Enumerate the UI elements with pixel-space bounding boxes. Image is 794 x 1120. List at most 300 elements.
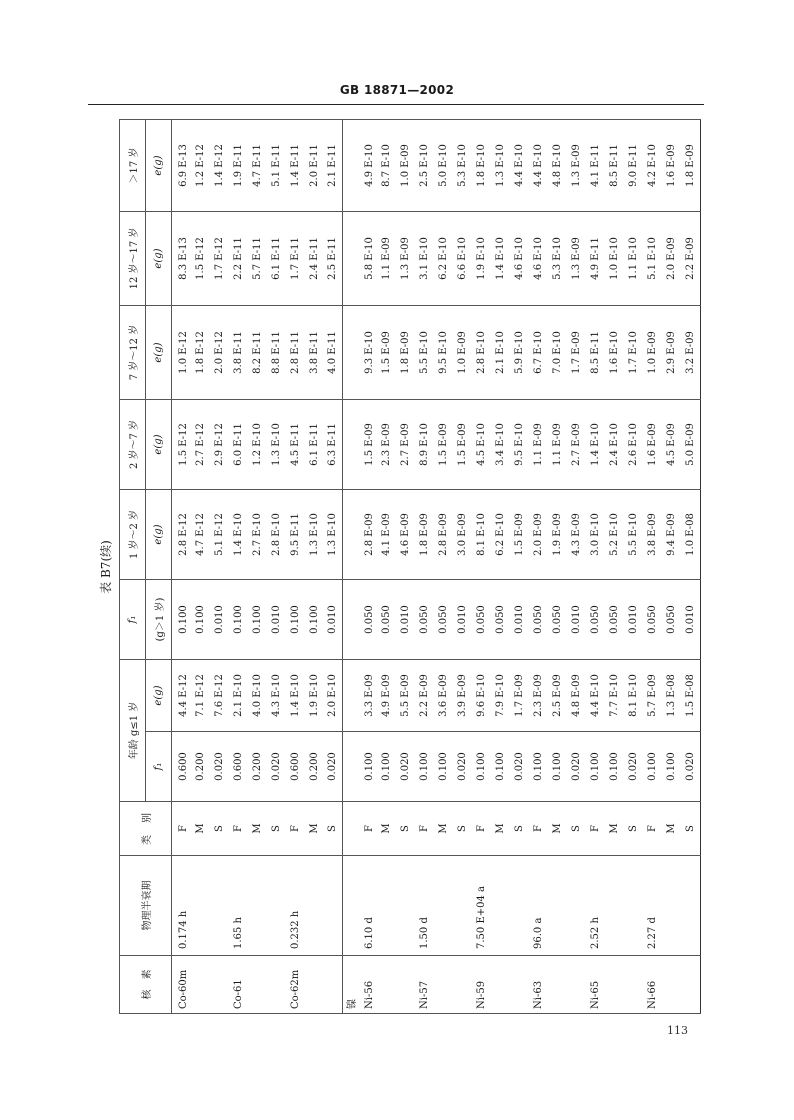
header-f1-infant: f₁ [146, 732, 172, 802]
nuclide-cell [267, 956, 286, 1014]
category-cell: M [491, 802, 510, 856]
e-infant-cell: 7.1 E-12 [191, 660, 210, 732]
header-category: 类 别 [120, 802, 172, 856]
e-infant-cell: 2.3 E-09 [529, 660, 548, 732]
e-2-7-cell: 1.6 E-09 [643, 400, 662, 490]
nuclide-cell: Ni-59 [472, 956, 491, 1014]
f1-infant-cell: 0.600 [229, 732, 248, 802]
f1-infant-cell: 0.200 [248, 732, 267, 802]
table-row [529, 120, 548, 1014]
e-12-17-cell: 1.0 E-10 [605, 212, 624, 306]
table-row [453, 120, 472, 1014]
nuclide-cell [453, 956, 472, 1014]
e-2-7-cell: 2.9 E-12 [210, 400, 229, 490]
category-cell: S [324, 802, 343, 856]
category-cell: M [191, 802, 210, 856]
f1-cell: 0.010 [510, 580, 529, 660]
e-2-7-cell: 1.3 E-10 [267, 400, 286, 490]
e-adult-cell: 1.4 E-12 [210, 120, 229, 212]
e-1-2-cell: 5.2 E-10 [605, 490, 624, 580]
e-2-7-cell: 1.5 E-09 [358, 400, 377, 490]
e-12-17-cell: 1.9 E-10 [472, 212, 491, 306]
nuclide-cell [434, 956, 453, 1014]
e-1-2-cell: 2.8 E-10 [267, 490, 286, 580]
e-infant-cell: 3.3 E-09 [358, 660, 377, 732]
f1-infant-cell: 0.200 [305, 732, 324, 802]
e-7-12-cell: 3.8 E-11 [229, 306, 248, 400]
f1-cell: 0.100 [229, 580, 248, 660]
e-infant-cell: 7.7 E-10 [605, 660, 624, 732]
f1-infant-cell: 0.100 [415, 732, 434, 802]
e-12-17-cell: 1.1 E-10 [624, 212, 643, 306]
f1-cell: 0.050 [358, 580, 377, 660]
f1-infant-cell: 0.020 [267, 732, 286, 802]
header-rule [88, 104, 704, 105]
e-7-12-cell: 7.0 E-10 [548, 306, 567, 400]
e-adult-cell: 4.4 E-10 [510, 120, 529, 212]
f1-cell: 0.010 [396, 580, 415, 660]
e-12-17-cell: 4.6 E-10 [529, 212, 548, 306]
e-2-7-cell: 6.0 E-11 [229, 400, 248, 490]
category-cell: S [567, 802, 586, 856]
e-2-7-cell: 6.1 E-11 [305, 400, 324, 490]
header-age-7-12: 7 岁～12 岁 [120, 306, 146, 400]
half-life-cell: 7.50 E+04 a [472, 856, 491, 956]
e-2-7-cell: 6.3 E-11 [324, 400, 343, 490]
half-life-cell: 1.50 d [415, 856, 434, 956]
e-12-17-cell: 1.4 E-10 [491, 212, 510, 306]
half-life-cell [491, 856, 510, 956]
half-life-cell: 1.65 h [229, 856, 248, 956]
table-row [267, 120, 286, 1014]
e-infant-cell: 4.4 E-10 [586, 660, 605, 732]
e-adult-cell: 4.8 E-10 [548, 120, 567, 212]
half-life-cell [624, 856, 643, 956]
e-12-17-cell: 1.5 E-12 [191, 212, 210, 306]
nuclide-cell [305, 956, 324, 1014]
nuclide-cell [377, 956, 396, 1014]
e-7-12-cell: 1.6 E-10 [605, 306, 624, 400]
e-infant-cell: 4.8 E-09 [567, 660, 586, 732]
category-cell: F [643, 802, 662, 856]
e-12-17-cell: 1.7 E-12 [210, 212, 229, 306]
table-row [605, 120, 624, 1014]
e-infant-cell: 2.2 E-09 [415, 660, 434, 732]
e-1-2-cell: 5.5 E-10 [624, 490, 643, 580]
half-life-cell [248, 856, 267, 956]
e-7-12-cell: 4.0 E-11 [324, 306, 343, 400]
e-1-2-cell: 2.7 E-10 [248, 490, 267, 580]
e-adult-cell: 1.3 E-09 [567, 120, 586, 212]
half-life-cell [267, 856, 286, 956]
f1-infant-cell: 0.020 [681, 732, 700, 802]
e-infant-cell: 1.3 E-08 [662, 660, 681, 732]
f1-infant-cell: 0.020 [510, 732, 529, 802]
f1-infant-cell: 0.600 [286, 732, 305, 802]
table-row [191, 120, 210, 1014]
e-1-2-cell: 4.7 E-12 [191, 490, 210, 580]
e-7-12-cell: 1.0 E-12 [172, 306, 191, 400]
category-cell: S [681, 802, 700, 856]
e-infant-cell: 1.4 E-10 [286, 660, 305, 732]
f1-cell: 0.050 [472, 580, 491, 660]
f1-infant-cell: 0.020 [210, 732, 229, 802]
half-life-cell [548, 856, 567, 956]
f1-cell: 0.050 [491, 580, 510, 660]
e-infant-cell: 2.1 E-10 [229, 660, 248, 732]
e-1-2-cell: 8.1 E-10 [472, 490, 491, 580]
e-7-12-cell: 3.2 E-09 [681, 306, 700, 400]
half-life-cell [191, 856, 210, 956]
f1-cell: 0.050 [586, 580, 605, 660]
e-1-2-cell: 2.8 E-12 [172, 490, 191, 580]
e-7-12-cell: 1.0 E-09 [453, 306, 472, 400]
f1-infant-cell: 0.020 [624, 732, 643, 802]
e-infant-cell: 1.7 E-09 [510, 660, 529, 732]
category-cell: M [434, 802, 453, 856]
table-row [172, 120, 191, 1014]
e-12-17-cell: 2.2 E-11 [229, 212, 248, 306]
e-7-12-cell: 2.8 E-11 [286, 306, 305, 400]
e-adult-cell: 9.0 E-11 [624, 120, 643, 212]
e-12-17-cell: 6.2 E-10 [434, 212, 453, 306]
e-7-12-cell: 2.0 E-12 [210, 306, 229, 400]
f1-cell: 0.100 [172, 580, 191, 660]
e-7-12-cell: 8.8 E-11 [267, 306, 286, 400]
e-infant-cell: 8.1 E-10 [624, 660, 643, 732]
nuclide-cell: Co-60m [172, 956, 191, 1014]
e-adult-cell: 1.2 E-12 [191, 120, 210, 212]
nuclide-cell [548, 956, 567, 1014]
e-7-12-cell: 8.5 E-11 [586, 306, 605, 400]
e-7-12-cell: 9.3 E-10 [358, 306, 377, 400]
f1-cell: 0.100 [305, 580, 324, 660]
table-row [510, 120, 529, 1014]
e-7-12-cell: 5.5 E-10 [415, 306, 434, 400]
header-half-life: 物理半衰期 [120, 856, 172, 956]
dose-coefficient-table [99, 120, 699, 1014]
table-row [491, 120, 510, 1014]
table-row [434, 120, 453, 1014]
table-row [567, 120, 586, 1014]
e-infant-cell: 4.4 E-12 [172, 660, 191, 732]
e-2-7-cell: 4.5 E-10 [472, 400, 491, 490]
e-7-12-cell: 1.8 E-09 [396, 306, 415, 400]
e-infant-cell: 2.0 E-10 [324, 660, 343, 732]
table-row [472, 120, 491, 1014]
f1-cell: 0.100 [286, 580, 305, 660]
table-row [248, 120, 267, 1014]
f1-cell: 0.050 [662, 580, 681, 660]
f1-cell: 0.010 [267, 580, 286, 660]
nuclide-cell [191, 956, 210, 1014]
e-12-17-cell: 1.3 E-09 [567, 212, 586, 306]
nuclide-cell: Co-61 [229, 956, 248, 1014]
nuclide-cell [605, 956, 624, 1014]
table-row [643, 120, 662, 1014]
header-e-12-17: e(g) [146, 212, 172, 306]
header-e-adult: e(g) [146, 120, 172, 212]
f1-cell: 0.050 [643, 580, 662, 660]
e-1-2-cell: 1.4 E-10 [229, 490, 248, 580]
rotated-table-region [99, 120, 699, 1014]
e-7-12-cell: 2.1 E-10 [491, 306, 510, 400]
e-adult-cell: 2.0 E-11 [305, 120, 324, 212]
header-nuclide: 核 素 [120, 956, 172, 1014]
e-1-2-cell: 3.8 E-09 [643, 490, 662, 580]
e-7-12-cell: 1.0 E-09 [643, 306, 662, 400]
category-cell: S [210, 802, 229, 856]
category-cell: S [267, 802, 286, 856]
table-row [396, 120, 415, 1014]
table-row [229, 120, 248, 1014]
half-life-cell [605, 856, 624, 956]
standard-number: GB 18871—2002 [339, 83, 455, 97]
half-life-cell: 2.52 h [586, 856, 605, 956]
e-adult-cell: 6.9 E-13 [172, 120, 191, 212]
e-adult-cell: 5.0 E-10 [434, 120, 453, 212]
f1-cell: 0.010 [681, 580, 700, 660]
e-12-17-cell: 2.5 E-11 [324, 212, 343, 306]
e-1-2-cell: 1.8 E-09 [415, 490, 434, 580]
nuclide-cell: Ni-57 [415, 956, 434, 1014]
f1-infant-cell: 0.100 [358, 732, 377, 802]
e-12-17-cell: 1.3 E-09 [396, 212, 415, 306]
e-2-7-cell: 1.4 E-10 [586, 400, 605, 490]
table-row [662, 120, 681, 1014]
half-life-cell [324, 856, 343, 956]
e-1-2-cell: 1.5 E-09 [510, 490, 529, 580]
category-cell: F [172, 802, 191, 856]
e-2-7-cell: 4.5 E-11 [286, 400, 305, 490]
category-cell: F [358, 802, 377, 856]
f1-cell: 0.050 [415, 580, 434, 660]
header-e-1-2: e(g) [146, 490, 172, 580]
e-adult-cell: 4.2 E-10 [643, 120, 662, 212]
e-2-7-cell: 9.5 E-10 [510, 400, 529, 490]
table-row [377, 120, 396, 1014]
f1-infant-cell: 0.100 [472, 732, 491, 802]
f1-cell: 0.100 [248, 580, 267, 660]
e-2-7-cell: 1.5 E-09 [453, 400, 472, 490]
table-row [681, 120, 700, 1014]
category-cell: S [510, 802, 529, 856]
half-life-cell: 0.174 h [172, 856, 191, 956]
e-adult-cell: 1.6 E-09 [662, 120, 681, 212]
f1-cell: 0.050 [548, 580, 567, 660]
f1-cell: 0.050 [377, 580, 396, 660]
table-row [305, 120, 324, 1014]
e-12-17-cell: 2.4 E-11 [305, 212, 324, 306]
category-cell: F [286, 802, 305, 856]
nuclide-cell [491, 956, 510, 1014]
category-cell: F [586, 802, 605, 856]
e-2-7-cell: 3.4 E-10 [491, 400, 510, 490]
e-12-17-cell: 3.1 E-10 [415, 212, 434, 306]
group-label: 镍 [343, 956, 359, 1014]
table-body-nickel [358, 120, 700, 1014]
e-2-7-cell: 2.7 E-12 [191, 400, 210, 490]
category-cell: F [472, 802, 491, 856]
f1-infant-cell: 0.100 [662, 732, 681, 802]
f1-infant-cell: 0.100 [377, 732, 396, 802]
e-adult-cell: 1.9 E-11 [229, 120, 248, 212]
half-life-cell: 6.10 d [358, 856, 377, 956]
e-adult-cell: 1.3 E-10 [491, 120, 510, 212]
e-7-12-cell: 8.2 E-11 [248, 306, 267, 400]
category-cell: M [377, 802, 396, 856]
f1-infant-cell: 0.020 [396, 732, 415, 802]
e-adult-cell: 1.4 E-11 [286, 120, 305, 212]
category-cell: M [662, 802, 681, 856]
e-7-12-cell: 2.8 E-10 [472, 306, 491, 400]
table-row [358, 120, 377, 1014]
e-12-17-cell: 8.3 E-13 [172, 212, 191, 306]
e-1-2-cell: 1.0 E-08 [681, 490, 700, 580]
e-infant-cell: 3.9 E-09 [453, 660, 472, 732]
f1-cell: 0.050 [434, 580, 453, 660]
e-2-7-cell: 5.0 E-09 [681, 400, 700, 490]
f1-cell: 0.010 [324, 580, 343, 660]
e-12-17-cell: 5.7 E-11 [248, 212, 267, 306]
e-7-12-cell: 1.7 E-09 [567, 306, 586, 400]
e-1-2-cell: 5.1 E-12 [210, 490, 229, 580]
f1-cell: 0.010 [567, 580, 586, 660]
f1-infant-cell: 0.100 [491, 732, 510, 802]
category-cell: F [415, 802, 434, 856]
nuclide-cell: Co-62m [286, 956, 305, 1014]
e-2-7-cell: 1.1 E-09 [548, 400, 567, 490]
e-2-7-cell: 2.7 E-09 [396, 400, 415, 490]
f1-cell: 0.100 [191, 580, 210, 660]
e-2-7-cell: 1.2 E-10 [248, 400, 267, 490]
header-f1 [120, 580, 146, 660]
e-adult-cell: 4.4 E-10 [529, 120, 548, 212]
table-caption: 表 B7(续) [99, 540, 113, 594]
e-infant-cell: 4.0 E-10 [248, 660, 267, 732]
nuclide-cell [510, 956, 529, 1014]
e-12-17-cell: 6.1 E-11 [267, 212, 286, 306]
header-e-7-12: e(g) [146, 306, 172, 400]
e-1-2-cell: 2.8 E-09 [358, 490, 377, 580]
e-7-12-cell: 6.7 E-10 [529, 306, 548, 400]
category-cell: S [624, 802, 643, 856]
e-adult-cell: 1.8 E-09 [681, 120, 700, 212]
nuclide-cell [396, 956, 415, 1014]
header-age-infant: 年龄 g≤1 岁 [120, 660, 146, 802]
e-infant-cell: 7.9 E-10 [491, 660, 510, 732]
e-1-2-cell: 4.1 E-09 [377, 490, 396, 580]
e-1-2-cell: 3.0 E-09 [453, 490, 472, 580]
e-adult-cell: 4.1 E-11 [586, 120, 605, 212]
e-2-7-cell: 2.3 E-09 [377, 400, 396, 490]
table-row [286, 120, 305, 1014]
e-12-17-cell: 2.0 E-09 [662, 212, 681, 306]
e-12-17-cell: 4.9 E-11 [586, 212, 605, 306]
nuclide-cell [248, 956, 267, 1014]
f1-cell: 0.010 [453, 580, 472, 660]
f1-infant-cell: 0.100 [586, 732, 605, 802]
half-life-cell: 2.27 d [643, 856, 662, 956]
e-2-7-cell: 4.5 E-09 [662, 400, 681, 490]
e-infant-cell: 7.6 E-12 [210, 660, 229, 732]
category-cell: S [453, 802, 472, 856]
table-body-nickel-label [343, 120, 359, 1014]
e-12-17-cell: 4.6 E-10 [510, 212, 529, 306]
e-1-2-cell: 2.0 E-09 [529, 490, 548, 580]
nuclide-cell: Ni-63 [529, 956, 548, 1014]
category-cell: S [396, 802, 415, 856]
header-age-1-2: 1 岁～2 岁 [120, 490, 146, 580]
header-f1-sub: (g＞1 岁) [146, 580, 172, 660]
f1-cell: 0.050 [529, 580, 548, 660]
e-infant-cell: 5.7 E-09 [643, 660, 662, 732]
table-row [548, 120, 567, 1014]
e-12-17-cell: 5.1 E-10 [643, 212, 662, 306]
header-e-2-7: e(g) [146, 400, 172, 490]
e-2-7-cell: 2.7 E-09 [567, 400, 586, 490]
half-life-cell [210, 856, 229, 956]
half-life-cell: 96.0 a [529, 856, 548, 956]
nuclide-cell: Ni-66 [643, 956, 662, 1014]
e-1-2-cell: 2.8 E-09 [434, 490, 453, 580]
page-number: 113 [667, 1024, 688, 1037]
category-cell: M [605, 802, 624, 856]
e-infant-cell: 4.3 E-10 [267, 660, 286, 732]
e-infant-cell: 5.5 E-09 [396, 660, 415, 732]
header-age-12-17: 12 岁～17 岁 [120, 212, 146, 306]
table-row [624, 120, 643, 1014]
e-adult-cell: 5.3 E-10 [453, 120, 472, 212]
e-adult-cell: 8.5 E-11 [605, 120, 624, 212]
nuclide-cell [567, 956, 586, 1014]
e-adult-cell: 5.1 E-11 [267, 120, 286, 212]
e-1-2-cell: 9.5 E-11 [286, 490, 305, 580]
e-7-12-cell: 1.8 E-12 [191, 306, 210, 400]
e-infant-cell: 1.5 E-08 [681, 660, 700, 732]
e-adult-cell: 8.7 E-10 [377, 120, 396, 212]
half-life-cell [662, 856, 681, 956]
e-2-7-cell: 8.9 E-10 [415, 400, 434, 490]
f1-infant-cell: 0.100 [548, 732, 567, 802]
category-cell: F [529, 802, 548, 856]
e-2-7-cell: 1.5 E-12 [172, 400, 191, 490]
half-life-cell [377, 856, 396, 956]
e-adult-cell: 1.0 E-09 [396, 120, 415, 212]
e-12-17-cell: 6.6 E-10 [453, 212, 472, 306]
nuclide-cell [662, 956, 681, 1014]
e-adult-cell: 4.9 E-10 [358, 120, 377, 212]
e-1-2-cell: 4.6 E-09 [396, 490, 415, 580]
f1-infant-cell: 0.020 [567, 732, 586, 802]
e-infant-cell: 9.6 E-10 [472, 660, 491, 732]
e-12-17-cell: 1.1 E-09 [377, 212, 396, 306]
header-age-adult: ＞17 岁 [120, 120, 146, 212]
table-row [324, 120, 343, 1014]
f1-cell: 0.050 [605, 580, 624, 660]
half-life-cell [681, 856, 700, 956]
e-7-12-cell: 9.5 E-10 [434, 306, 453, 400]
half-life-cell [434, 856, 453, 956]
nuclide-cell [681, 956, 700, 1014]
f1-infant-cell: 0.020 [324, 732, 343, 802]
half-life-cell [510, 856, 529, 956]
f1-cell: 0.010 [624, 580, 643, 660]
e-7-12-cell: 1.5 E-09 [377, 306, 396, 400]
f1-infant-cell: 0.200 [191, 732, 210, 802]
header-e-infant: e(g) [146, 660, 172, 732]
e-12-17-cell: 1.7 E-11 [286, 212, 305, 306]
